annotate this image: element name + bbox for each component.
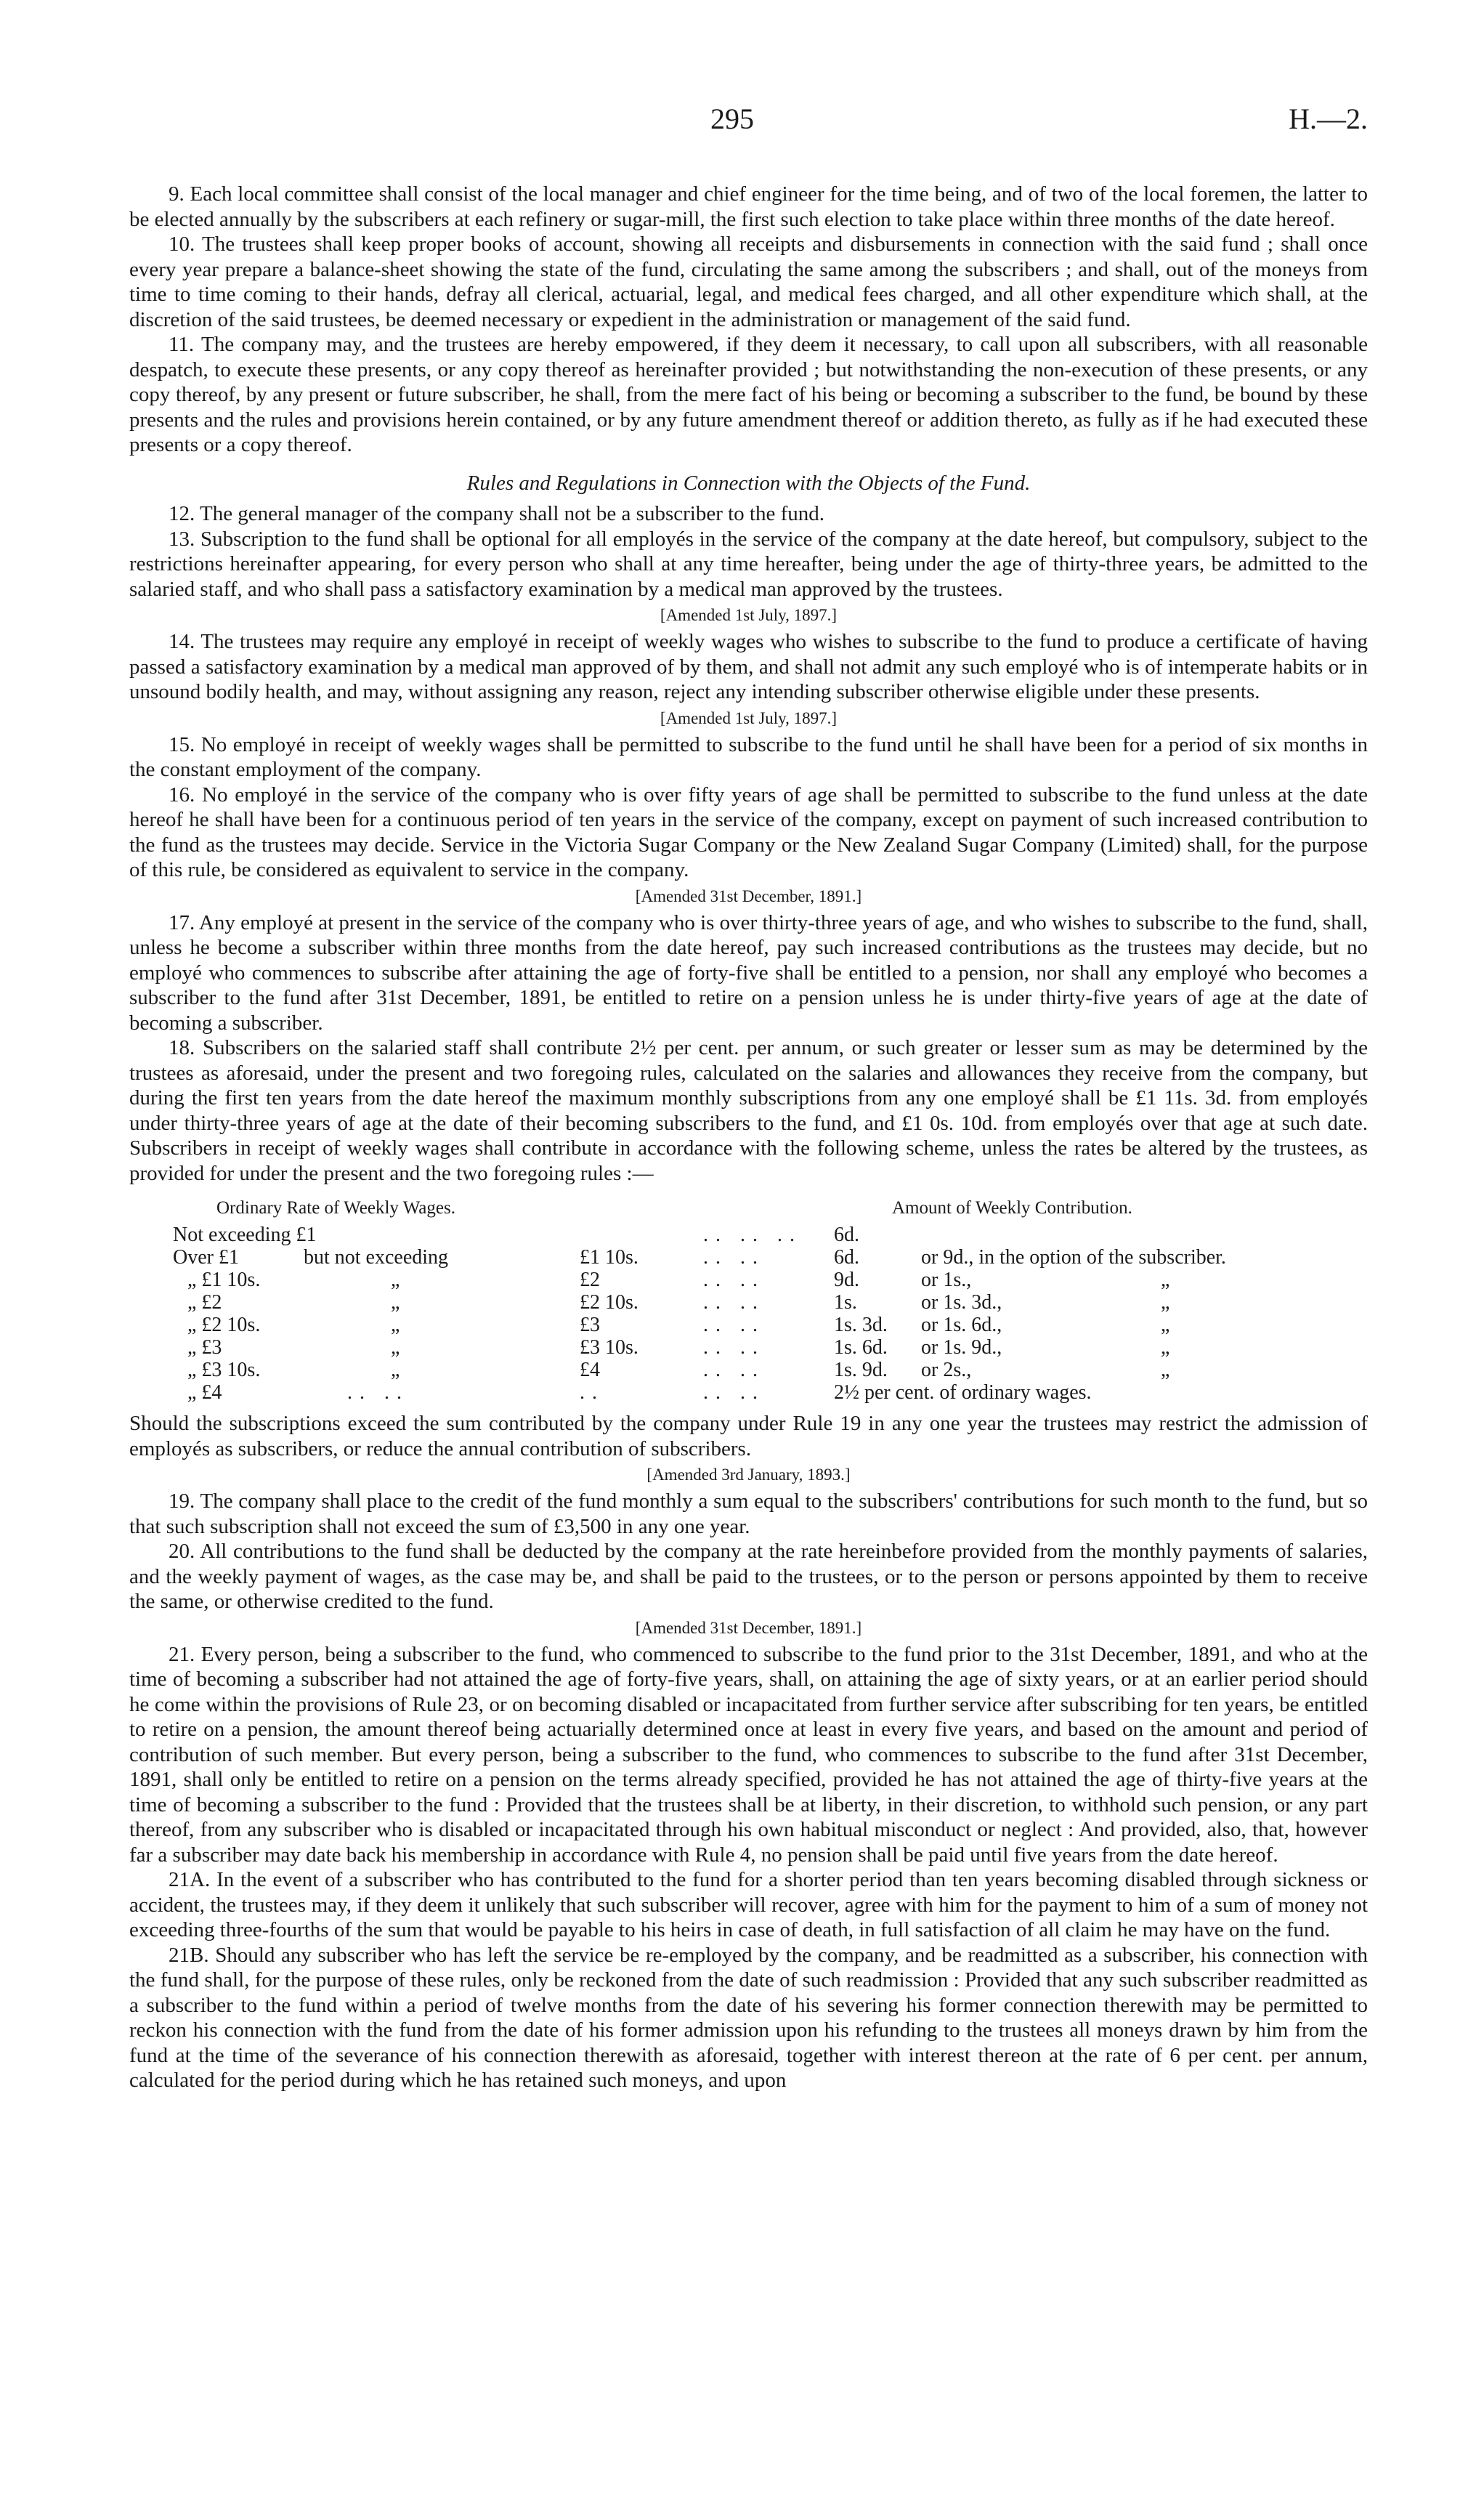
wage-to	[580, 1224, 703, 1246]
table-row	[173, 1314, 1248, 1336]
contribution-option: or 9d., in the option of the subscriber.	[921, 1246, 1226, 1269]
amendment-note: [Amended 1st July, 1897.]	[660, 606, 838, 624]
contribution-option: or 1s. 3d.,	[921, 1291, 1002, 1314]
amendment-note: [Amended 31st December, 1891.]	[635, 1618, 862, 1637]
leader-dots: .. ..	[703, 1314, 765, 1336]
column-header-contribution: Amount of Weekly Contribution.	[892, 1198, 1132, 1218]
contribution-option: or 2s.,	[921, 1359, 972, 1381]
contribution-base: 1s. 3d.	[834, 1314, 888, 1336]
paragraph-14: 14. The trustees may require any employé in receipt of weekly wages who wishes to subscribe to the fund to produce a certificate of having passed a satisfactory examination by a medical man approved of by them, and shall not admit any such employé who is of intemperate habits or in unsound bodily health, and may, without assigning any reason, reject any intending subscriber otherwise eligible under these presents.	[129, 630, 1368, 703]
contribution-base: 2½ per cent. of ordinary wages.	[834, 1381, 1092, 1404]
leader-dots: .. ..	[703, 1246, 765, 1269]
paragraph-20: 20. All contributions to the fund shall be deducted by the company at the rate hereinbefore provided from the monthly payments of salaries, and the weekly payment of wages, as the case may be, and shall be paid to the trustees, or to the person or persons appointed by them to receive the same, or otherwise credited to the fund.	[129, 1540, 1368, 1613]
section-heading: Rules and Regulations in Connection with the Objects of the Fund.	[466, 471, 1031, 495]
contribution-option: or 1s.,	[921, 1269, 972, 1291]
leader-dots: .. ..	[703, 1336, 765, 1359]
paragraph-11: 11. The company may, and the trustees are hereby empowered, if they deem it necessary, to call upon all subscribers, with all reasonable despatch, to execute these presents, or any copy thereof as hereinafter provided ; but notwithstanding the non-execution of these presents, or any copy thereof, by any present or future subscriber, he shall, from the mere fact of his being or becoming a subscriber to the fund, be bound by these presents and the rules and provisions herein contained, or by any future amendment thereof or addition thereto, as fully as if he had executed these presents or a copy thereof.	[129, 333, 1368, 456]
contribution-option	[921, 1224, 1161, 1246]
contribution-option: or 1s. 6d.,	[921, 1314, 1002, 1336]
amendment-note: [Amended 3rd January, 1893.]	[646, 1466, 851, 1484]
ditto-mark: „	[1161, 1336, 1170, 1359]
leader-dots: .. ..	[703, 1381, 765, 1404]
wage-from: „ £2 10s.	[187, 1314, 261, 1336]
paragraph-21b: 21B. Should any subscriber who has left the service be re-employed by the company, and be readmitted as a subscriber, his connection with the fund shall, for the purpose of these rules, only be reckoned from the date of such readmission : Provided that any such subscriber readmitted as a subscriber to the fund within a period of twelve months from the date of his severing his former connection therewith may be permitted to reckon his connection with the fund from the date of his former admission upon his refunding to the trustees all moneys drawn by him from the fund at the time of the severance of his connection therewith as aforesaid, together with interest thereon at the rate of 6 per cent. per annum, calculated for the period during which he has retained such moneys, and upon	[129, 1943, 1368, 2092]
ditto-mark: „	[1161, 1359, 1170, 1381]
contribution-option: or 1s. 9d.,	[921, 1336, 1002, 1359]
wage-from: „ £4	[187, 1381, 222, 1404]
contribution-base: 1s.	[834, 1291, 857, 1314]
paragraph-18-continued: Should the subscriptions exceed the sum contributed by the company under Rule 19 in any one year the trustees may restrict the admission of employés as subscribers, or reduce the annual contribution of subscribers.	[129, 1412, 1368, 1460]
paragraph-12: 12. The general manager of the company shall not be a subscriber to the fund.	[169, 502, 825, 525]
table-row	[173, 1291, 1248, 1314]
table-row	[173, 1246, 1248, 1269]
wage-from: Over £1	[173, 1246, 239, 1269]
wage-to: £4	[580, 1359, 600, 1381]
paragraph-21: 21. Every person, being a subscriber to the fund, who commenced to subscribe to the fund prior to the 31st December, 1891, and who at the time of becoming a subscriber had not attained the age of forty-five years, shall, on attaining the age of sixty years, or at an earlier period should he come within the provisions of Rule 23, or on becoming disabled or incapacitated from further service after subscribing for ten years, be entitled to retire on a pension, the amount thereof being actuarially determined once at least in every five years, and based on the amount and period of contribution of such member. But every person, being a subscriber to the fund, who commences to subscribe to the fund after 31st December, 1891, shall only be entitled to retire on a pension on the terms already specified, provided he has not attained the age of thirty-five years at the time of becoming a subscriber to the fund : Provided that the trustees shall be at liberty, in their discretion, to withhold such pension, or any part thereof, from any subscriber who is disabled or incapacitated through his own habitual misconduct or neglect : And provided, also, that, however far a subscriber may date back his membership in accordance with Rule 4, no pension shall be paid until five years from the date hereof.	[129, 1642, 1368, 1867]
amendment-note: [Amended 1st July, 1897.]	[660, 708, 838, 727]
ditto-mark: „	[1161, 1291, 1170, 1314]
wage-from: „ £2	[187, 1291, 222, 1314]
ditto-mark: „	[1161, 1269, 1170, 1291]
wage-from: „ £1 10s.	[187, 1269, 261, 1291]
contribution-base: 6d.	[834, 1246, 859, 1269]
ditto-mark: „	[391, 1269, 400, 1291]
paragraph-21a: 21A. In the event of a subscriber who has contributed to the fund for a shorter period than ten years becoming disabled through sickness or accident, the trustees may, if they deem it unlikely that such subscriber will recover, agree with him for the payment to him of a sum of money not exceeding three-fourths of the sum that would be payable to his heirs in case of death, in full satisfaction of all claim he may have on the fund.	[129, 1868, 1368, 1941]
page-number: 295	[710, 102, 754, 135]
table-header-row	[173, 1196, 1248, 1224]
wage-from: Not exceeding £1	[173, 1224, 317, 1246]
wage-to: £3 10s.	[580, 1336, 638, 1359]
leader-dots: ..	[580, 1381, 604, 1404]
page-header	[129, 102, 1368, 145]
paragraph-9: 9. Each local committee shall consist of the local manager and chief engineer for the time being, and of two of the local foremen, the latter to be elected annually by the subscribers at each refinery or sugar-mill, the first such election to take place within three months of the date hereof.	[129, 182, 1368, 231]
column-header-wages: Ordinary Rate of Weekly Wages.	[216, 1198, 455, 1218]
leader-dots: .. ..	[347, 1381, 409, 1404]
ditto-mark: „	[391, 1359, 400, 1381]
paragraph-13: 13. Subscription to the fund shall be optional for all employés in the service of the company at the date hereof, but compulsory, subject to the restrictions hereinafter appearing, for every person who shall at any time hereafter, being under the age of thirty-three years, be admitted to the salaried staff, and who shall pass a satisfactory examination by a medical man approved by the trustees.	[129, 527, 1368, 601]
leader-dots: .. .. ..	[703, 1224, 802, 1246]
paragraph-15: 15. No employé in receipt of weekly wages shall be permitted to subscribe to the fund until he shall have been for a period of six months in the constant employment of the company.	[129, 732, 1368, 781]
wage-to: £2	[580, 1269, 600, 1291]
ditto-mark	[1161, 1224, 1248, 1246]
ditto-mark: „	[391, 1336, 400, 1359]
contribution-base: 9d.	[834, 1269, 859, 1291]
ditto-mark: „	[391, 1291, 400, 1314]
contribution-base: 1s. 6d.	[834, 1336, 888, 1359]
wage-contribution-table	[173, 1196, 1248, 1404]
paragraph-18: 18. Subscribers on the salaried staff shall contribute 2½ per cent. per annum, or such greater or lesser sum as may be determined by the trustees as aforesaid, under the present and two foregoing rules, calculated on the salaries and allowances they receive from the company, but during the first ten years from the date hereof the maximum monthly subscriptions from any one employé shall be £1 11s. 3d. from employés under thirty-three years of age at the date of their becoming subscribers to the fund, and £1 0s. 10d. from employés over that age at such date. Subscribers in receipt of weekly wages shall contribute in accordance with the following scheme, unless the rates be altered by the trustees, as provided for under the present and the two foregoing rules :—	[129, 1036, 1368, 1185]
wage-from: „ £3	[187, 1336, 222, 1359]
wage-to: £3	[580, 1314, 600, 1336]
amendment-note: [Amended 31st December, 1891.]	[635, 886, 862, 905]
table-row	[173, 1381, 1248, 1404]
leader-dots: .. ..	[703, 1291, 765, 1314]
paragraph-10: 10. The trustees shall keep proper books of account, showing all receipts and disbursements in connection with the said fund ; shall once every year prepare a balance-sheet showing the state of the fund, circulating the same among the subscribers ; and shall, out of the moneys from time to time coming to their hands, defray all clerical, actuarial, legal, and medical fees charged, and all other expenditure which shall, at the discretion of the said trustees, be deemed necessary or expedient in the administration or management of the said fund.	[129, 233, 1368, 331]
wage-to: £1 10s.	[580, 1246, 638, 1269]
wage-to: £2 10s.	[580, 1291, 638, 1314]
paragraph-16: 16. No employé in the service of the company who is over fifty years of age shall be permitted to subscribe to the fund unless at the date hereof he shall have been for a continuous period of ten years in the service of the company, except on payment of such increased contribution to the fund as the trustees may decide. Service in the Victoria Sugar Company or the New Zealand Sugar Company (Limited) shall, for the purpose of this rule, be considered as equivalent to service in the company.	[129, 783, 1368, 881]
contribution-base: 6d.	[834, 1224, 859, 1246]
leader-dots: .. ..	[703, 1359, 765, 1381]
leader-dots: .. ..	[703, 1269, 765, 1291]
table-row	[173, 1224, 1248, 1246]
paragraph-19: 19. The company shall place to the credit of the fund monthly a sum equal to the subscribers' contributions for such month to the fund, but so that such subscription shall not exceed the sum of £3,500 in any one year.	[129, 1490, 1368, 1538]
ditto-mark: „	[391, 1314, 400, 1336]
document-body	[129, 182, 1368, 2093]
table-row	[173, 1269, 1248, 1291]
ditto-mark: „	[1161, 1314, 1170, 1336]
paragraph-17: 17. Any employé at present in the service of the company who is over thirty-three years of age, and who wishes to subscribe to the fund, shall, unless he become a subscriber within three months from the date hereof, pay such increased contributions as the trustees may decide, but no employé who commences to subscribe after attaining the age of forty-five shall be entitled to a pension, nor shall any employé who becomes a subscriber to the fund after 31st December, 1891, be entitled to retire on a pension unless he is under thirty-five years of age at the date of becoming a subscriber.	[129, 910, 1368, 1035]
contribution-base: 1s. 9d.	[834, 1359, 888, 1381]
wage-from: „ £3 10s.	[187, 1359, 261, 1381]
page-reference: H.—2.	[1289, 102, 1368, 135]
table-row	[173, 1336, 1248, 1359]
table-row	[173, 1359, 1248, 1381]
wage-qualifier: but not exceeding	[304, 1246, 449, 1269]
